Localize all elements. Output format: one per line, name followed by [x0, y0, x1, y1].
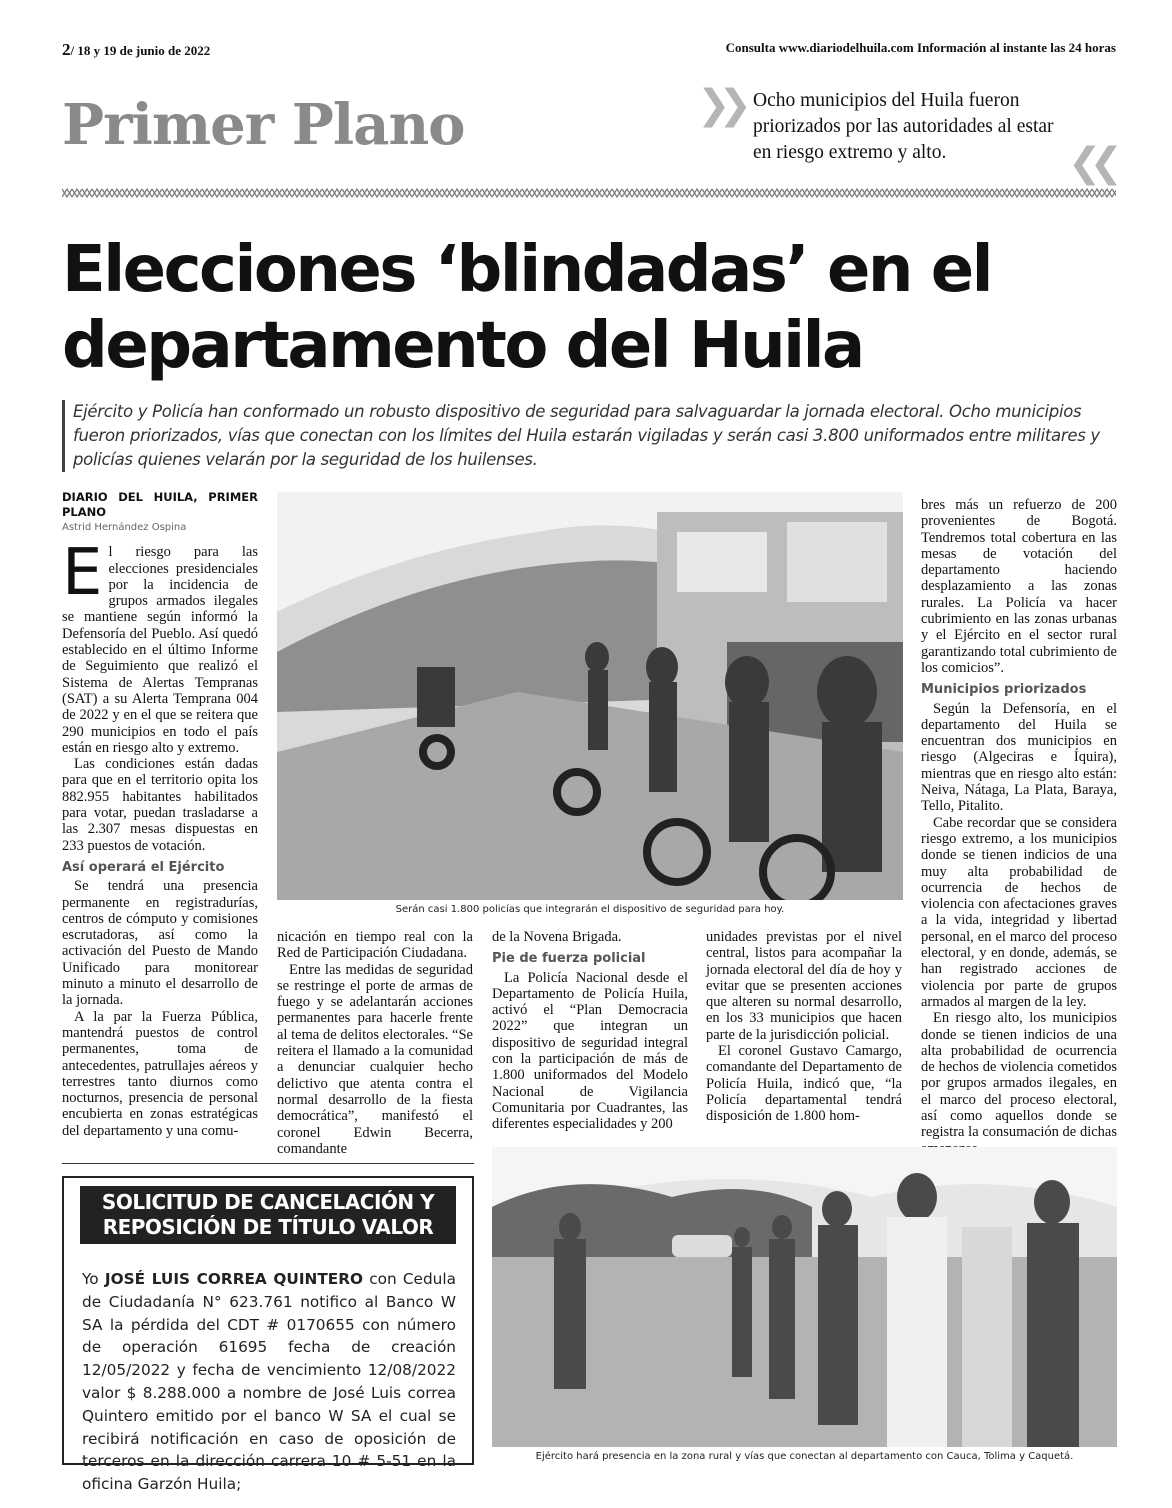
article-deck: Ejército y Policía han conformado un robusto dispositivo de seguridad para salvaguardar la jornada electoral. Ocho municipios fueron priorizados, vías que conectan con los límites del Huila estarán vigiladas y serán casi 3.800 uniformados entre militares y policías quienes velarán por la seguridad de los huilenses.: [62, 400, 1122, 472]
paragraph: bres más un refuerzo de 200 provenientes de Bogotá. Tendremos total cobertura en las mesas de votación del departamento haciendo desplazamiento a las zonas rurales. La Policía va hacer cubrimiento en las zonas urbanas y el Ejército en el sector rural garantizando total cubrimiento de los comicios”.: [921, 497, 1117, 676]
paragraph: de la Novena Brigada.: [492, 929, 622, 945]
notice-title: SOLICITUD DE CANCELACIÓN Y REPOSICIÓN DE TÍTULO VALOR: [80, 1186, 456, 1244]
notice-body: [82, 1268, 456, 1496]
paragraph: La Policía Nacional desde el Departamento de Policía Huila, activó el “Plan Democracia 2022” que integran un dispositivo de seguridad integral con la participación de más de 1.800 uniformados del Modelo Nacional de Vigilancia Comunitaria por Cuadrantes, las diferentes especialidades y 200: [492, 969, 688, 1133]
subheading: Así operará el Ejército: [62, 859, 225, 875]
column-4: [706, 929, 902, 1125]
issue-date: 18 y 19 de junio de 2022: [77, 43, 211, 58]
photo-caption-2: Ejército hará presencia en la zona rural y vías que conectan al departamento con Cauca, Tolima y Caquetá.: [535, 1451, 1074, 1462]
page-number: 2: [62, 40, 71, 59]
photo-army-formation: [492, 1147, 1117, 1447]
page-number-date: [62, 40, 210, 60]
paragraph: unidades previstas por el nivel central, listos para acompañar la jornada electoral del día de hoy y evitar que se presenten acciones que alteren su normal desarrollo, en los 33 municipios que hacen parte de la jurisdicción policial.: [706, 929, 902, 1043]
paragraph: Se tendrá una presencia permanente en registradurías, centros de cómputo y comisiones escrutadoras, así como la activación del Puesto de Mando Unificado para monitorear minuto a minuto el desarrollo de la jornada.: [62, 878, 258, 1009]
paragraph: Las condiciones están dadas para que en el territorio opita los 882.955 habitantes habilitados para votar, puedan trasladarse a las 2.307 mesas dispuestas en 233 puestos de votación.: [62, 756, 258, 854]
notice-rule: [62, 1163, 474, 1164]
paragraph-text: l riesgo para las elecciones presidenciales por la incidencia de grupos armados ilegales se mantiene según informó la Defensoría del Pueblo. Así quedó establecido en el último Informe de Seguimiento que realizó el Sistema de Alertas Tempranas (SAT) a su Alerta Temprana 004 de 2022 y en el que se reitera que 290 municipios en todo el país están en riesgo alto y extremo.: [62, 544, 258, 756]
paragraph: A la par la Fuerza Pública, mantendrá puestos de control permanentes, toma de antecedentes, patrullajes aéreos y terrestres tanto diurnos como nocturnos, presencia de personal encubierta en zonas estratégicas del departamento y una comu-: [62, 1008, 258, 1139]
paragraph: El coronel Gustavo Camargo, comandante del Departamento de Policía Huila, indicó que, “la Policía departamental tendrá disposición de 1.800 hom-: [706, 1043, 902, 1125]
page-header: [62, 40, 1116, 60]
notice-name: JOSÉ LUIS CORREA QUINTERO: [104, 1270, 364, 1288]
column-3: [492, 929, 688, 1133]
column-2: [277, 929, 473, 1157]
site-note: Consulta www.diariodelhuila.com Información al instante las 24 horas: [725, 40, 1116, 55]
subheading: Municipios priorizados: [921, 682, 1087, 698]
headline: Elecciones ‘blindadas’ en el departamento del Huila: [62, 233, 992, 383]
photo-police-motorcycles: [277, 492, 903, 900]
teaser-text: Ocho municipios del Huila fueron priorizados por las autoridades al estar en riesgo extremo y alto.: [753, 90, 1054, 163]
column-5: [921, 497, 1117, 1157]
author: Astrid Hernández Ospina: [62, 522, 187, 533]
paragraph: En riesgo alto, los municipios donde se tienen indicios de una alta probabilidad de ocurrencia de hechos de violencia cometidos por grupos armados ilegales, en el marco del proceso electoral, así como aquellos donde se registra la consumación de dichas: [921, 1010, 1117, 1141]
photo-caption-1: Serán casi 1.800 policías que integrarán el dispositivo de seguridad para hoy.: [395, 904, 785, 915]
legal-notice: [62, 1176, 474, 1494]
subheading: Pie de fuerza policial: [492, 951, 646, 967]
page-separator: /: [70, 43, 75, 58]
section-title: Primer Plano: [62, 92, 465, 158]
paragraph: nicación en tiempo real con la Red de Participación Ciudadana.: [277, 929, 473, 962]
paragraph: Cabe recordar que se considera riesgo extremo, a los municipios donde se tienen indicios de una muy alta probabilidad de ocurrencia de hechos de violencia con afectaciones graves a la vida, integridad y libertad personal, en el marco del proceso electoral, y en donde, además, se han registrado acciones de violencia por parte de grupos armados al margen de la ley.: [921, 814, 1117, 1010]
paragraph: Según la Defensoría, en el departamento del Huila se encuentran dos municipios en riesgo (Algeciras e Íquira), mientras que en riesgo alto están: Neiva, Nátaga, La Plata, Baraya, Tello, Pitalito.: [921, 700, 1117, 815]
photo-illustration: [277, 492, 903, 900]
drop-cap: E: [62, 536, 103, 611]
notice-text: con Cedula de Ciudadanía N° 623.761 notifico al Banco W SA la pérdida del CDT # 0170655 con número de operación 61695 fecha de creación 12/05/2022 y fecha de vencimiento 12/08/2022 valor $ 8.288.000 a nombre de José Luis correa Quintero emitido por el banco W SA el cual se recibirá notificación en caso de oposición de terceros en la dirección carrera 10 # 5-51 en la oficina Garzón Huila;: [82, 1270, 456, 1494]
quote-close-icon: ❮❮: [1068, 140, 1112, 186]
paragraph: [62, 536, 258, 756]
photo-illustration: [492, 1147, 1117, 1447]
decorative-divider: [62, 186, 1116, 200]
quote-open-icon: ❯❯: [697, 82, 741, 128]
byline: DIARIO DEL HUILA, PRIMER PLANO: [62, 490, 258, 519]
column-1: [62, 490, 258, 1139]
notice-prefix: Yo: [82, 1270, 105, 1288]
paragraph: Entre las medidas de seguridad se restringe el porte de armas de fuego y se adelantarán acciones permanentes para hacerle frente al tema de delitos electorales. “Se reitera el llamado a la comunidad a denunciar cualquier hecho delictivo que atenta contra el normal desarrollo de la fiesta democrática”, manifestó el coronel Edwin Becerra, comandante: [277, 961, 473, 1157]
